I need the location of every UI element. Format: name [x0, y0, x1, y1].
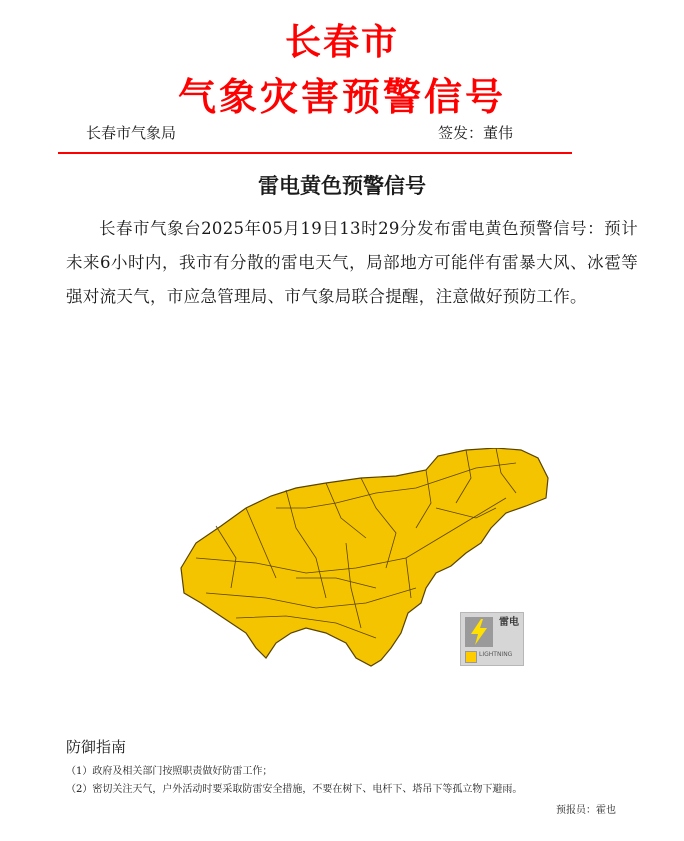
badge-label: 雷电: [499, 617, 519, 628]
issuer-name: 长春市气象局: [86, 124, 177, 142]
forecaster-name: 预报员：霍也: [556, 805, 616, 816]
badge-level-swatch: [465, 651, 477, 663]
warning-body: 长春市气象台2025年05月19日13时29分发布雷电黄色预警信号：预计未来6小时内，我市有分散的雷电天气，局部地方可能伴有雷暴大风、冰雹等强对流天气，市应急管理局、市气象局联合提醒，注意做好预防工作。: [66, 219, 638, 306]
header-divider: [58, 152, 572, 154]
document-city-title: 长春市: [284, 22, 399, 63]
guide-item: （2）密切关注天气，户外活动时要采取防雷安全措施，不要在树下、电杆下、塔吊下等孤立物下避雨。: [66, 784, 523, 795]
warning-heading: 雷电黄色预警信号: [258, 174, 426, 198]
badge-caption: LIGHTNING: [479, 651, 513, 658]
lightning-icon: [465, 617, 493, 647]
guide-title: 防御指南: [66, 738, 127, 756]
guide-item: （1）政府及相关部门按照职责做好防雷工作；: [66, 766, 273, 777]
lightning-warning-badge: [460, 612, 524, 666]
document-main-title: 气象灾害预警信号: [177, 75, 506, 119]
signer-name: 签发：董伟: [438, 124, 514, 142]
